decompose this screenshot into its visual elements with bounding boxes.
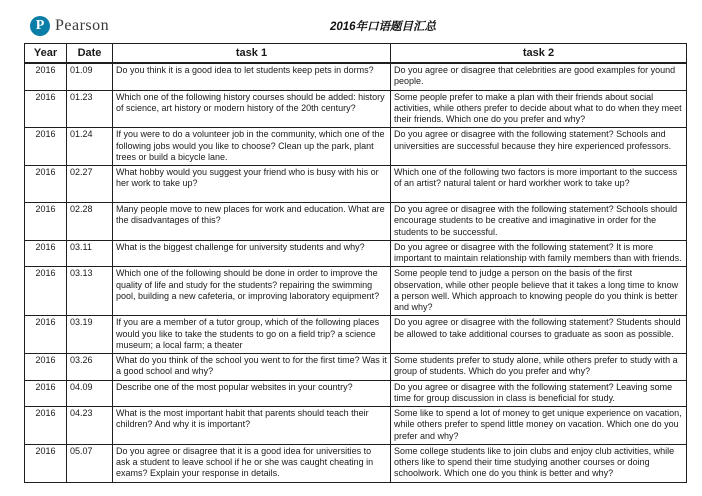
cell-task1: What hobby would you suggest your friend who is busy with his or her work to take up?: [113, 166, 391, 203]
cell-task1: Do you think it is a good idea to let students keep pets in dorms?: [113, 63, 391, 90]
cell-year: 2016: [25, 128, 67, 166]
table-row: [25, 90, 687, 128]
cell-task2: Some students prefer to study alone, while others prefer to study with a group of students. Which do you prefer and why?: [391, 354, 687, 381]
cell-year: 2016: [25, 63, 67, 90]
cell-task1: Which one of the following history courses should be added: history of science, art history or modern history of the 20th century?: [113, 90, 391, 128]
cell-task2: Some like to spend a lot of money to get unique experience on vacation, while others prefer to spend little money on vacation. Which one do you prefer and why?: [391, 407, 687, 445]
pearson-logo: [30, 16, 200, 36]
table-row: [25, 354, 687, 381]
cell-date: 04.09: [67, 380, 113, 407]
cell-task1: Describe one of the most popular websites in your country?: [113, 380, 391, 407]
cell-date: 02.27: [67, 166, 113, 203]
cell-task2: Which one of the following two factors is more important to the success of an artist? natural talent or hard workher work to take up?: [391, 166, 687, 203]
cell-date: 05.07: [67, 444, 113, 482]
table-row: [25, 203, 687, 241]
cell-task1: Do you agree or disagree that it is a good idea for universities to ask a student to leave school if he or she was caught cheating in exams? Explain your response in details.: [113, 444, 391, 482]
cell-year: 2016: [25, 444, 67, 482]
cell-year: 2016: [25, 267, 67, 316]
cell-task2: Do you agree or disagree with the following statement? Students should be allowed to take additional courses to graduate as soon as possible.: [391, 316, 687, 354]
cell-year: 2016: [25, 316, 67, 354]
cell-year: 2016: [25, 90, 67, 128]
cell-task1: If you are a member of a tutor group, which of the following places would you like to take the students to go on a field trip? a science museum; a local farm; a theater: [113, 316, 391, 354]
table-row: [25, 63, 687, 90]
table-row: [25, 240, 687, 267]
cell-date: 01.23: [67, 90, 113, 128]
cell-task2: Do you agree or disagree with the following statement? It is more important to maintain relationship with family members than with friends.: [391, 240, 687, 267]
cell-task1: What is the most important habit that parents should teach their children? And why it is important?: [113, 407, 391, 445]
cell-task1: Which one of the following should be done in order to improve the quality of life and study for the students? repairing the swimming pool, building a new cafeteria, or improving laboratory equipment?: [113, 267, 391, 316]
cell-task2: Do you agree or disagree with the following statement? Schools should encourage students to be creative and imaginative in order for the students to be successful.: [391, 203, 687, 241]
cell-task1: Many people move to new places for work and education. What are the disadvantages of this?: [113, 203, 391, 241]
pearson-p-letter: P: [35, 18, 45, 33]
col-header-task2: task 2: [391, 44, 687, 64]
table-row: [25, 444, 687, 482]
cell-date: 02.28: [67, 203, 113, 241]
cell-task2: Do you agree or disagree that celebrities are good examples for yound people.: [391, 63, 687, 90]
cell-date: 03.19: [67, 316, 113, 354]
table-row: [25, 407, 687, 445]
cell-year: 2016: [25, 203, 67, 241]
cell-year: 2016: [25, 354, 67, 381]
table-row: [25, 166, 687, 203]
cell-task2: Some people tend to judge a person on the basis of the first observation, while other people believe that it takes a long time to know a person well. Which approach to knowing people do you think is better and why?: [391, 267, 687, 316]
header-row: [25, 44, 687, 64]
topics-table: [24, 43, 687, 483]
pearson-p-icon: [30, 16, 50, 36]
document-header: [0, 0, 702, 43]
cell-date: 03.26: [67, 354, 113, 381]
cell-year: 2016: [25, 240, 67, 267]
cell-date: 03.13: [67, 267, 113, 316]
cell-task2: Some people prefer to make a plan with their friends about social activities, while others prefer to decide about what to do when they meet their friends. Which one do you prefer and why?: [391, 90, 687, 128]
cell-date: 04.23: [67, 407, 113, 445]
table-body: [25, 63, 687, 482]
col-header-task1: task 1: [113, 44, 391, 64]
cell-year: 2016: [25, 380, 67, 407]
cell-date: 01.24: [67, 128, 113, 166]
cell-date: 01.09: [67, 63, 113, 90]
table-header-row: [25, 44, 687, 64]
col-header-year: Year: [25, 44, 67, 64]
cell-task2: Do you agree or disagree with the following statement? Leaving some time for group discussion in class is beneficial for study.: [391, 380, 687, 407]
table-row: [25, 316, 687, 354]
cell-task2: Some college students like to join clubs and enjoy club activities, while others like to spend their time studying another courses or doing schoolwork. Which one do you think is better and why?: [391, 444, 687, 482]
cell-task1: If you were to do a volunteer job in the community, which one of the following jobs would you like to choose? Clean up the park, plant trees or build a bicycle lane.: [113, 128, 391, 166]
cell-task1: What is the biggest challenge for university students and why?: [113, 240, 391, 267]
table-row: [25, 128, 687, 166]
cell-year: 2016: [25, 407, 67, 445]
cell-task1: What do you think of the school you went to for the first time? Was it a good school and why?: [113, 354, 391, 381]
pearson-wordmark: Pearson: [55, 17, 110, 34]
table-row: [25, 267, 687, 316]
cell-year: 2016: [25, 166, 67, 203]
page-title: 2016年口语题目汇总: [329, 21, 437, 33]
col-header-date: Date: [67, 44, 113, 64]
cell-task2: Do you agree or disagree with the following statement? Schools and universities are successful because they hire experienced professors.: [391, 128, 687, 166]
table-row: [25, 380, 687, 407]
cell-date: 03.11: [67, 240, 113, 267]
